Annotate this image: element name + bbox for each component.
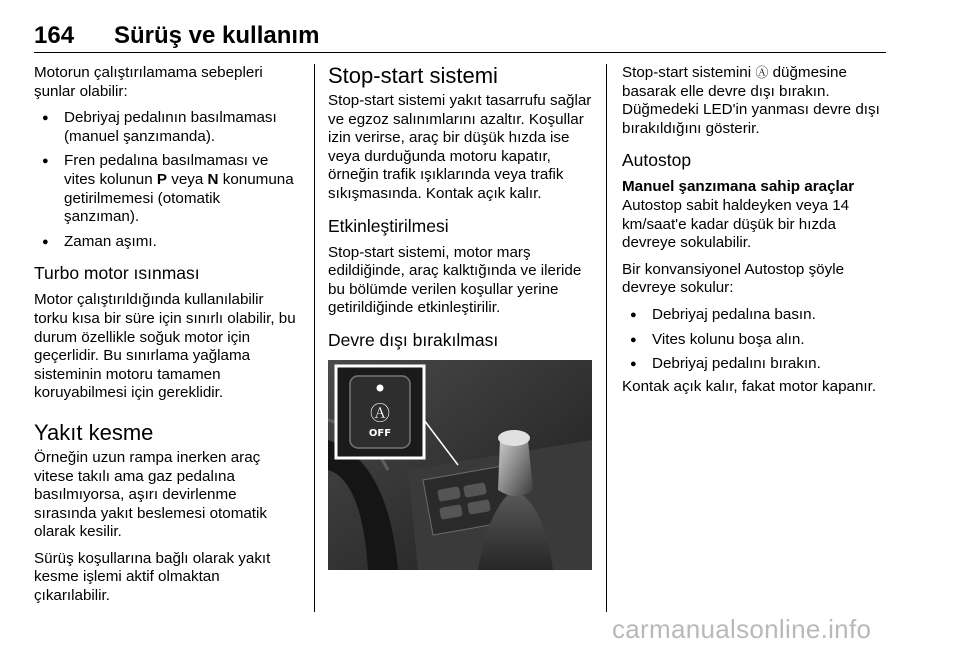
page-header — [34, 22, 886, 52]
page-number: 164 — [34, 22, 75, 49]
manual-deactivation-paragraph: Stop-start sistemini Ⓐ düğmesine basarak elle devre dışı bırakın. Düğmedeki LED'in yanması devre dışı bırakıldığını gösterir. — [622, 64, 880, 137]
fuel-cut-heading: Yakıt kesme — [34, 419, 154, 445]
deactivation-heading: Devre dışı bırakılması — [328, 329, 499, 350]
activation-paragraph: Stop-start sistemi, motor marş edildiğinde, araç kalktığında ve ileride bu bölümde verilen koşullar yerine getirildiğinde etkinleştirilir. — [328, 243, 582, 317]
start-failure-list — [34, 109, 296, 251]
autostop-steps-list — [622, 306, 892, 374]
list-item: ● Debriyaj pedalının basılmaması (manuel şanzımanda). — [34, 109, 296, 146]
console-illustration — [328, 360, 592, 570]
column-2 — [328, 64, 594, 570]
fuel-cut-paragraph-2: Sürüş koşullarına bağlı olarak yakıt kesme işlemi aktif olmaktan çıkarılabilir. — [34, 549, 271, 605]
column-3 — [622, 64, 892, 404]
column-1 — [34, 64, 296, 614]
end-paragraph: Kontak açık kalır, fakat motor kapanır. — [622, 377, 877, 395]
column-divider-1 — [314, 64, 315, 612]
stop-start-paragraph: Stop-start sistemi yakıt tasarrufu sağlar ve egzoz salınımlarını azaltır. Koşullar izin verirse, araç bir düşük hızda ise veya durduğunda motoru kapatır, örneğin trafik ışıklarında veya trafik sıkışmasında. Kontak açık kalır. — [328, 92, 592, 202]
auto-stop-icon: Ⓐ — [370, 400, 390, 425]
fuel-cut-paragraph-1: Örneğin uzun rampa inerken araç vitese takılı ama gaz pedalına basılmıyorsa, aşırı devirlenme sırasında yakıt beslemesi otomatik olarak kesilir. — [34, 448, 267, 541]
manual-paragraph: Autostop sabit haldeyken veya 14 km/saat'e kadar düşük bir hızda devreye sokulabilir. — [622, 196, 850, 252]
manual-transmission-heading: Manuel şanzımana sahip araçlar — [622, 178, 855, 196]
header-divider — [34, 52, 886, 53]
list-item: ● Debriyaj pedalını bırakın. — [622, 355, 892, 374]
stop-start-button-photo — [328, 360, 592, 570]
activation-heading: Etkinleştirilmesi — [328, 215, 449, 236]
auto-stop-icon: Ⓐ — [755, 65, 769, 80]
watermark: carmanualsonline.info — [612, 614, 872, 644]
stop-start-heading: Stop-start sistemi — [328, 63, 498, 88]
chapter-title: Sürüş ve kullanım — [114, 22, 320, 49]
intro-paragraph: Motorun çalıştırılamama sebepleri şunlar olabilir: — [34, 64, 263, 100]
turbo-paragraph: Motor çalıştırıldığında kullanılabilir torku kısa bir süre için sınırlı olabilir, bu durum özellikle soğuk motor için geçerlidir. Bu sınırlama yağlama sisteminin motoru tamamen koruyabilmesi için gereklidir. — [34, 291, 296, 402]
turbo-heading: Turbo motor ısınması — [34, 263, 200, 284]
list-item: ● Zaman aşımı. — [34, 233, 296, 252]
conventional-paragraph: Bir konvansiyonel Autostop şöyle devreye sokulur: — [622, 260, 845, 297]
list-item: ● Fren pedalına basılmaması ve vites kolunun P veya N konumuna getirilmemesi (otomatik şanzıman). — [34, 152, 296, 226]
autostop-heading: Autostop — [622, 150, 692, 171]
list-item: ● Debriyaj pedalına basın. — [622, 306, 892, 325]
column-divider-2 — [606, 64, 607, 612]
list-item: ● Vites kolunu boşa alın. — [622, 331, 892, 350]
off-label: OFF — [368, 427, 392, 439]
